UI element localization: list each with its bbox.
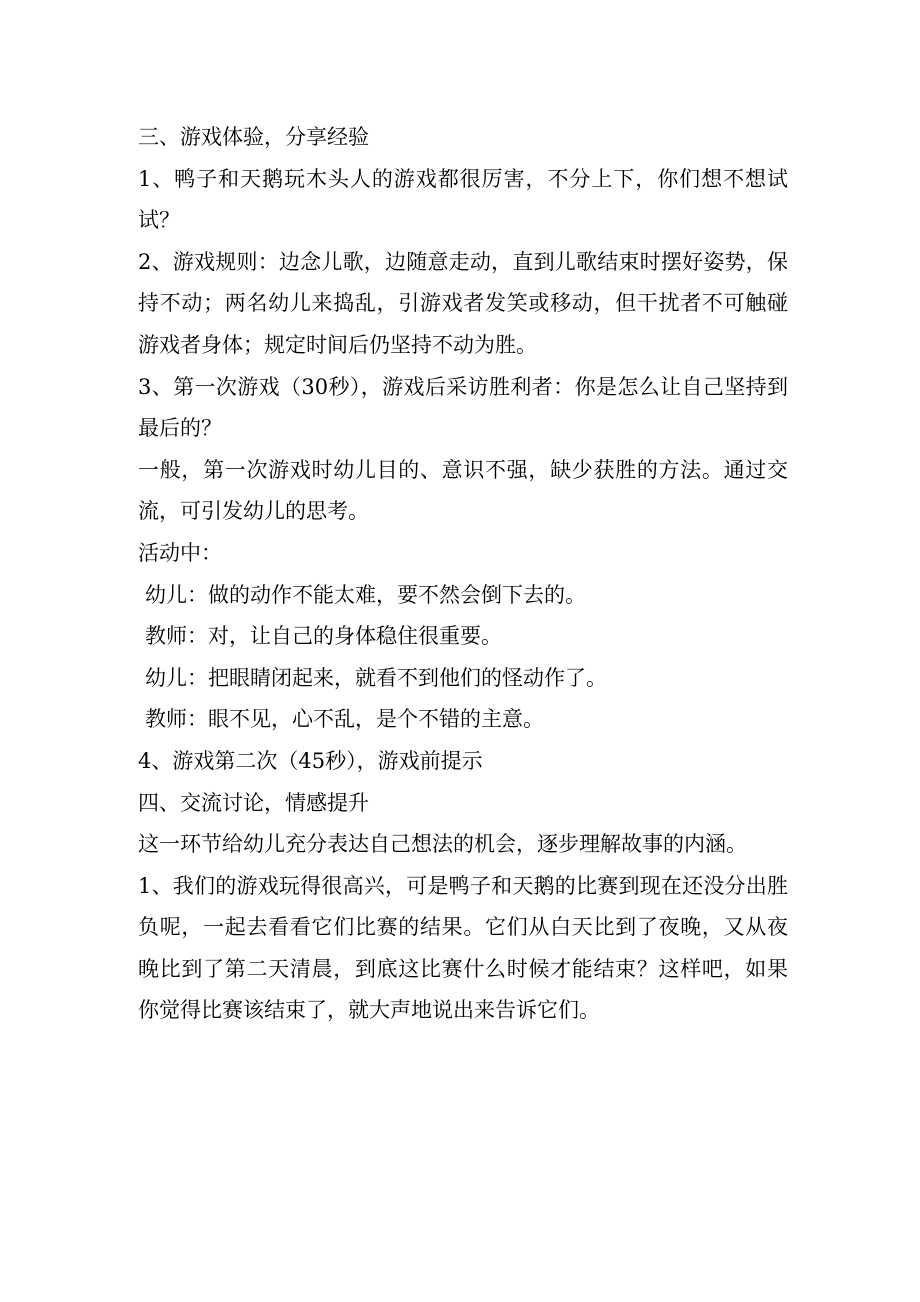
dialog-line-child-2: 幼儿：把眼睛闭起来，就看不到他们的怪动作了。: [145, 665, 607, 690]
paragraph-first-game: 3、第一次游戏（30秒），游戏后采访胜利者：你是怎么让自己坚持到最后的？: [138, 374, 788, 441]
paragraph-discussion-intro: 这一环节给幼儿充分表达自己想法的机会，逐步理解故事的内涵。: [138, 832, 747, 857]
paragraph-note: 一般，第一次游戏时幼儿目的、意识不强，缺少获胜的方法。通过交流，可引发幼儿的思考。: [138, 457, 788, 524]
paragraph-second-game: 4、游戏第二次（45秒），游戏前提示: [138, 748, 483, 773]
dialog-line-teacher-1: 教师：对，让自己的身体稳住很重要。: [145, 624, 502, 649]
section-heading-discussion: 四、交流讨论，情感提升: [138, 790, 369, 815]
paragraph-discussion-item-1: 1、我们的游戏玩得很高兴，可是鸭子和天鹅的比赛到现在还没分出胜负呢，一起去看看它们比赛的结果。它们从白天比到了夜晚，又从夜晚比到了第二天清晨，到底这比赛什么时候才能结束？这样吧，如果你觉得比赛该结束了，就大声地说出来告诉它们。: [138, 873, 788, 1023]
paragraph-activity-label: 活动中：: [138, 540, 222, 565]
dialog-line-child-1: 幼儿：做的动作不能太难，要不然会倒下去的。: [145, 582, 586, 607]
dialog-line-teacher-2: 教师：眼不见，心不乱，是个不错的主意。: [145, 707, 544, 732]
section-heading-game-experience: 三、游戏体验，分享经验: [138, 125, 369, 149]
paragraph-item-1: 1、鸭子和天鹅玩木头人的游戏都很厉害，不分上下，你们想不想试试？: [138, 166, 788, 233]
paragraph-game-rules: 2、游戏规则：边念儿歌，边随意走动，直到儿歌结束时摆好姿势，保持不动；两名幼儿来捣乱，引游戏者发笑或移动，但干扰者不可触碰游戏者身体；规定时间后仍坚持不动为胜。: [138, 249, 788, 357]
document-body: [138, 117, 788, 1032]
